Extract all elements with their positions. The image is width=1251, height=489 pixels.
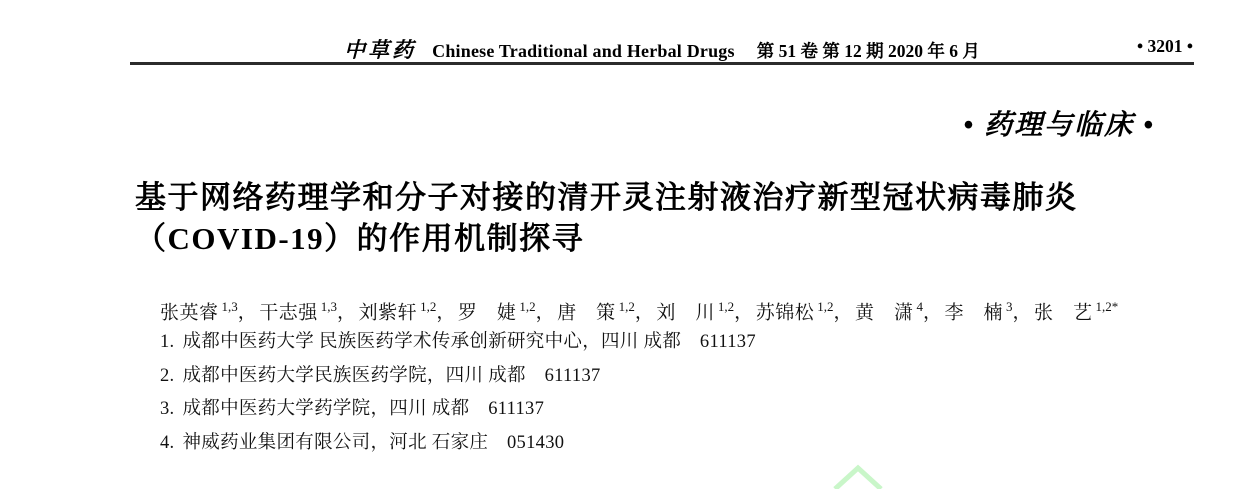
affiliation-text: 成都中医药大学 民族医药学术传承创新研究中心，四川 成都 611137 [182,332,756,352]
author-name: 苏锦松 [755,302,815,324]
journal-logo: 中草药 [344,38,417,62]
issue-info: 第 51 卷 第 12 期 2020 年 6 月 [756,41,980,61]
author-affiliation-sup: 1,2 [817,299,834,314]
affiliation-item [160,393,756,427]
author-name: 李 楠 [944,302,1004,324]
affiliation-text: 成都中医药大学民族医药学院，四川 成都 611137 [182,365,601,386]
journal-name-en: Chinese Traditional and Herbal Drugs [432,41,735,61]
author-separator: ， [734,302,754,324]
affiliation-list [160,326,756,460]
author-separator: ， [1012,302,1033,324]
affiliation-number: 3. [160,399,175,419]
author-affiliation-sup: 1,3 [320,299,338,314]
author-affiliation-sup: 1,3 [221,299,238,314]
article-title [135,177,1078,259]
affiliation-number: 2. [160,365,175,386]
author-affiliation-sup: 1,2 [519,299,536,314]
author-name: 罗 婕 [457,302,517,324]
author-name: 唐 策 [557,302,616,324]
author-name: 干志强 [259,302,318,324]
author-name: 刘紫轩 [358,302,418,324]
author-name: 张 艺 [1034,302,1093,324]
author-separator: ， [337,302,357,324]
author-affiliation-sup: 1,2 [420,299,437,314]
affiliation-item [160,360,756,394]
author-separator: ， [922,302,943,324]
author-name: 张英睿 [160,302,219,324]
affiliation-number: 4. [160,432,175,453]
author-list [160,293,1118,327]
chevron-stroke [835,468,881,489]
section-label: • 药理与临床 • [963,110,1155,141]
author-name: 黄 潇 [854,302,914,324]
affiliation-number: 1. [160,332,175,352]
author-separator: ， [634,302,655,324]
article-title-line-1: 基于网络药理学和分子对接的清开灵注射液治疗新型冠状病毒肺炎 [135,180,1078,215]
author-name: 刘 川 [656,302,715,324]
author-affiliation-sup: 1,2* [1095,299,1119,314]
author-affiliation-sup: 1,2 [717,299,735,314]
article-title-line-2: （COVID-19）的作用机制探寻 [135,221,585,256]
author-separator: ， [436,302,456,324]
author-separator: ， [535,302,556,324]
affiliation-item [160,326,756,360]
green-chevron-watermark-icon [815,460,905,489]
author-affiliation-sup: 4 [916,299,923,314]
affiliation-text: 神威药业集团有限公司，河北 石家庄 051430 [182,432,565,453]
journal-header [130,34,1194,62]
header-rule [130,62,1194,65]
author-separator: ， [237,302,258,324]
author-affiliation-sup: 1,2 [618,299,635,314]
page-number: • 3201 • [1136,36,1193,56]
affiliation-text: 成都中医药大学药学院，四川 成都 611137 [182,399,545,419]
author-separator: ， [833,302,853,324]
author-affiliation-sup: 3 [1006,299,1013,314]
affiliation-item [160,427,756,461]
